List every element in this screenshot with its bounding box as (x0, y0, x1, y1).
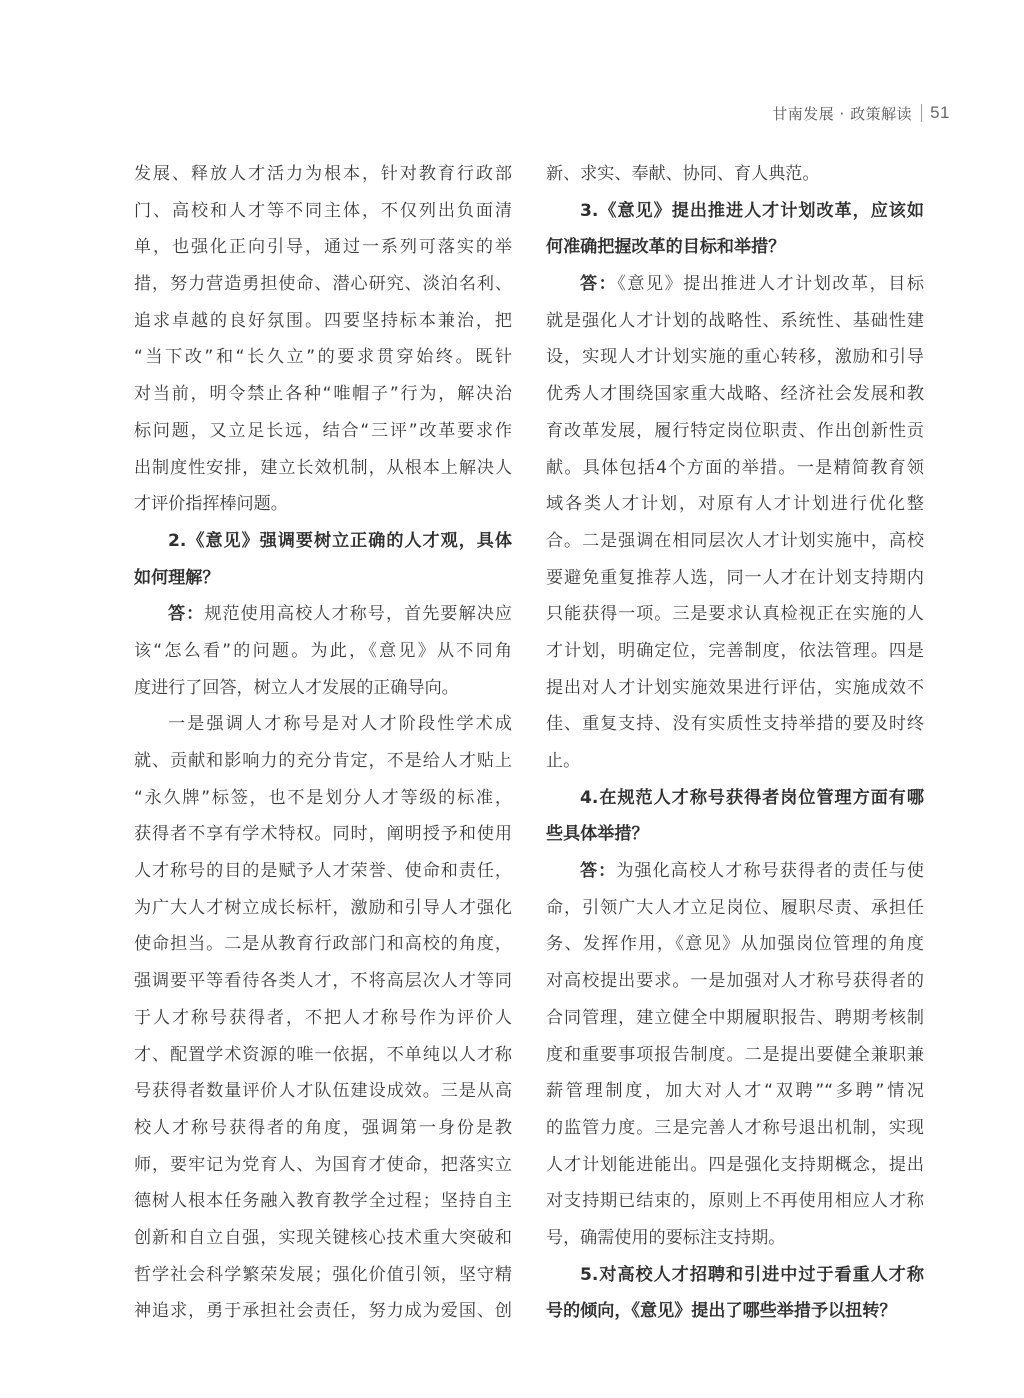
body-text-line: “永久牌”标签，也不是划分人才等级的标准， (134, 787, 512, 808)
running-header (772, 100, 950, 126)
question-heading-line: 如何理解？ (134, 567, 220, 588)
body-text-line: 该“怎么看”的问题。为此，《意见》从不同角 (134, 640, 512, 661)
question-heading-line: 3.《意见》提出推进人才计划改革，应该如 (580, 200, 924, 221)
body-text-line: 师，要牢记为党育人、为国育才使命，把落实立 (134, 1154, 512, 1175)
body-text-line: 追求卓越的良好氛围。四要坚持标本兼治，把 (134, 310, 512, 331)
body-text-line: 优秀人才围绕国家重大战略、经济社会发展和教 (546, 384, 924, 405)
body-text-line: 度和重要事项报告制度。二是提出要健全兼职兼 (546, 1044, 924, 1065)
body-text-line: 措，努力营造勇担使命、潜心研究、淡泊名利、 (134, 274, 512, 295)
body-text-line: 一是强调人才称号是对人才阶段性学术成 (168, 714, 512, 735)
answer-label: 答： (168, 604, 205, 625)
body-text-line: 只能获得一项。三是要求认真检视正在实施的人 (546, 604, 924, 625)
answer-text: 《意见》提出推进人才计划改革，目标 (617, 274, 924, 295)
body-text-line: 人才计划能进能出。四是强化支持期概念，提出 (546, 1154, 924, 1175)
body-text-line: 对支持期已结束的，原则上不再使用相应人才称 (546, 1191, 924, 1212)
body-text-line: 强调要平等看待各类人才，不将高层次人才等同 (134, 971, 512, 992)
question-heading-line: 何准确把握改革的目标和举措？ (546, 237, 786, 258)
header-divider (921, 104, 922, 122)
body-text-line: 献。具体包括4个方面的举措。一是精简教育领 (546, 457, 924, 478)
question-heading-line: 号的倾向，《意见》提出了哪些举措予以扭转？ (546, 1301, 897, 1322)
body-text-line: 才、配置学术资源的唯一依据，不单纯以人才称 (134, 1044, 512, 1065)
answer-line (546, 266, 924, 303)
body-text-line: 就是强化人才计划的战略性、系统性、基础性建 (546, 310, 924, 331)
body-text-line: 合。二是强调在相同层次人才计划实施中，高校 (546, 530, 924, 551)
question-heading-line: 2.《意见》强调要树立正确的人才观，具体 (168, 530, 512, 551)
body-text-line: 德树人根本任务融入教育教学全过程；坚持自主 (134, 1191, 512, 1212)
body-text-line: 育改革发展，履行特定岗位职责、作出创新性贡 (546, 420, 924, 441)
body-text-line: 提出对人才计划实施效果进行评估，实施成效不 (546, 677, 924, 698)
body-text-line: 号，确需使用的要标注支持期。 (546, 1227, 786, 1248)
body-text-line: 佳、重复支持、没有实质性支持举措的要及时终 (546, 714, 924, 735)
body-text-line: 获得者不享有学术特权。同时，阐明授予和使用 (134, 824, 512, 845)
body-text-line: 新、求实、奉献、协同、育人典范。 (546, 164, 820, 184)
body-text-line: 止。 (546, 751, 581, 771)
answer-text: 为强化高校人才称号获得者的责任与使 (616, 861, 924, 882)
body-text-line: 要避免重复推荐人选，同一人才在计划支持期内 (546, 567, 924, 588)
body-text-line: 合同管理，建立健全中期履职报告、聘期考核制 (546, 1007, 924, 1028)
body-text-line: 号获得者数量评价人才队伍建设成效。三是从高 (134, 1081, 512, 1102)
body-text-line: 才评价指挥棒问题。 (134, 494, 288, 515)
body-text-line: 务、发挥作用，《意见》从加强岗位管理的角度 (546, 934, 924, 955)
section-title: 甘南发展 · 政策解读 (772, 104, 913, 123)
body-text-line: 才计划，明确定位，完善制度，依法管理。四是 (546, 640, 924, 661)
body-text-line: 命，引领广大人才立足岗位、履职尽责、承担任 (546, 897, 924, 918)
body-text-line: 对高校提出要求。一是加强对人才称号获得者的 (546, 971, 924, 992)
body-text-line: 度进行了回答，树立人才发展的正确导向。 (134, 677, 459, 698)
body-text-line: 哲学社会科学繁荣发展；强化价值引领，坚守精 (134, 1264, 512, 1285)
body-text-line: 标问题，又立足长远，结合“三评”改革要求作 (134, 420, 512, 441)
body-text-line: 对当前，明令禁止各种“唯帽子”行为，解决治 (134, 384, 512, 405)
right-text-column (546, 156, 924, 1330)
body-text-line: 单，也强化正向引导，通过一系列可落实的举 (134, 237, 512, 258)
answer-line (134, 596, 512, 633)
body-text-line: 的监管力度。三是完善人才称号退出机制，实现 (546, 1117, 924, 1138)
body-text-line: 出制度性安排，建立长效机制，从根本上解决人 (134, 457, 512, 478)
question-heading-line: 些具体举措？ (546, 824, 649, 845)
body-text-line: 人才称号的目的是赋予人才荣誉、使命和责任， (134, 861, 512, 882)
body-text-line: 设，实现人才计划实施的重心转移，激励和引导 (546, 347, 924, 368)
body-text-line: 发展、释放人才活力为根本，针对教育行政部 (134, 164, 512, 184)
answer-label: 答： (580, 861, 617, 882)
body-text-line: 校人才称号获得者的角度，强调第一身份是教 (134, 1117, 512, 1138)
question-heading-line: 5.对高校人才招聘和引进中过于看重人才称 (580, 1264, 924, 1285)
body-text-line: 于人才称号获得者，不把人才称号作为评价人 (134, 1007, 512, 1028)
body-text-line: 门、高校和人才等不同主体，不仅列出负面清 (134, 200, 512, 221)
body-text-line: “当下改”和“长久立”的要求贯穿始终。既针 (134, 347, 512, 368)
body-text-line: 域各类人才计划，对原有人才计划进行优化整 (546, 494, 924, 515)
body-text-line: 使命担当。二是从教育行政部门和高校的角度， (134, 934, 512, 955)
body-text-line: 神追求，勇于承担社会责任，努力成为爱国、创 (134, 1301, 512, 1322)
question-heading-line: 4.在规范人才称号获得者岗位管理方面有哪 (580, 787, 924, 808)
page-number: 51 (930, 103, 950, 122)
body-text-line: 就、贡献和影响力的充分肯定，不是给人才贴上 (134, 751, 512, 771)
body-text-line: 为广大人才树立成长标杆，激励和引导人才强化 (134, 897, 512, 918)
answer-text: 规范使用高校人才称号，首先要解决应 (204, 604, 512, 625)
left-text-column (134, 156, 512, 1330)
answer-label: 答： (580, 274, 618, 295)
answer-line (546, 853, 924, 890)
body-text-line: 薪管理制度，加大对人才“双聘”“多聘”情况 (546, 1081, 924, 1102)
body-text-line: 创新和自立自强，实现关键核心技术重大突破和 (134, 1227, 512, 1248)
